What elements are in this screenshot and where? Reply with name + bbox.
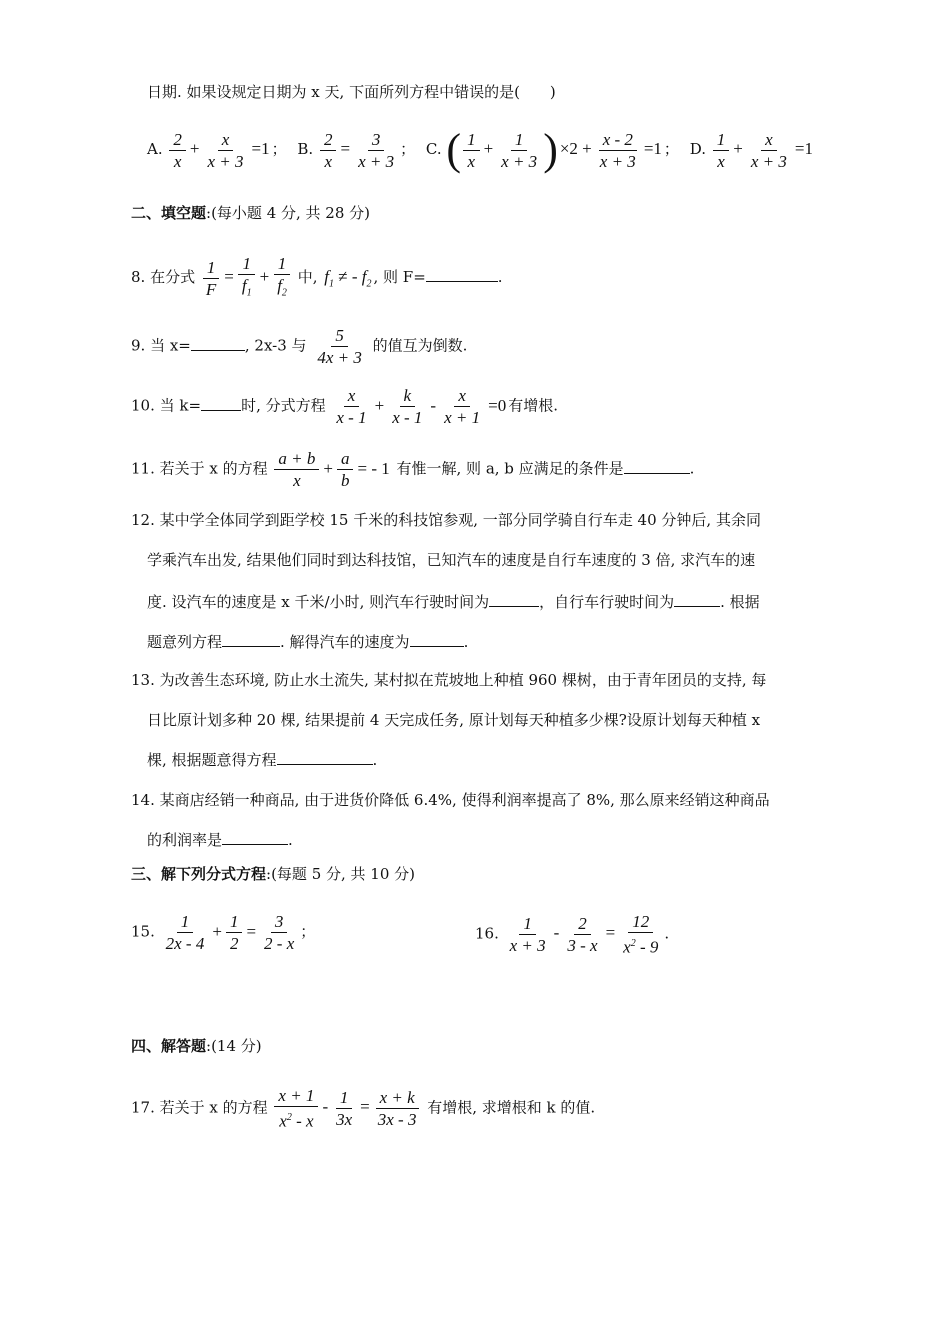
fraction: $\frac{1}{2x - 4}$: [165, 912, 205, 953]
option-c-label: C.: [425, 140, 442, 158]
fraction: $\frac{1}{f_1}$: [238, 253, 256, 303]
q7-option-b[interactable]: B. $\frac{2}{x}$ = $\frac{3}{x + 3}$ ；: [297, 129, 416, 171]
answer-blank[interactable]: [426, 267, 498, 282]
answer-blank[interactable]: [201, 396, 241, 411]
question-14-line-2: 的利润率是 .: [147, 831, 293, 849]
fraction: $\frac{2}{3 - x}$: [567, 913, 598, 955]
question-9: 9. 当 x= , 2x-3 与 $\frac{5}{4x + 3}$ 的值互为倒数.: [131, 326, 468, 367]
fraction: $\frac{k}{x - 1}$: [392, 386, 423, 427]
q7-options-row: [147, 125, 815, 174]
fraction: $\frac{12}{x^2 - 9}$: [623, 912, 659, 957]
fraction: $\frac{1}{f_2}$: [273, 253, 291, 303]
answer-blank[interactable]: [222, 830, 288, 845]
option-d-label: D.: [689, 140, 706, 158]
answer-blank[interactable]: [674, 592, 720, 607]
question-12-line-1: 12. 某中学全体同学到距学校 15 千米的科技馆参观, 一部分同学骑自行车走 40 分钟后, 其余同: [131, 511, 761, 529]
question-16: 16. $\frac{1}{x + 3}$ - $\frac{2}{3 - x}$ = $\frac{12}{x^2 - 9}$ .: [475, 912, 670, 957]
answer-blank[interactable]: [410, 632, 464, 647]
question-11: 11. 若关于 x 的方程 $\frac{a + b}{x}$ + $\frac{a}{b}$ = - 1 有惟一解, 则 a, b 应满足的条件是 .: [131, 449, 695, 490]
section-title: 四、解答题: [131, 1037, 207, 1055]
fraction: $\frac{x}{x + 3}$: [207, 129, 244, 171]
fraction: $\frac{3}{x + 3}$: [358, 129, 395, 171]
section-title: 三、解下列分式方程: [131, 865, 267, 883]
section-2-heading: [131, 203, 370, 223]
fraction: $\frac{1}{x + 3}$: [501, 129, 538, 171]
fraction: $\frac{1}{x + 3}$: [509, 913, 546, 955]
question-17: 17. 若关于 x 的方程 $\frac{x + 1}{x^2 - x}$ - $\frac{1}{3x}$ = $\frac{x + k}{3x - 3}$ 有增根, 求增根和 k 的值.: [131, 1086, 596, 1131]
fraction: $\frac{1}{3x}$: [336, 1087, 353, 1129]
answer-blank[interactable]: [222, 632, 280, 647]
question-13-line-1: 13. 为改善生态环境, 防止水土流失, 某村拟在荒坡地上种植 960 棵树，由于青年团员的支持, 每: [131, 671, 767, 689]
section-note: :(14 分): [206, 1037, 262, 1055]
q7-option-d[interactable]: D. $\frac{1}{x}$ + $\frac{x}{x + 3}$ =1: [689, 129, 813, 171]
section-4-heading: [131, 1036, 262, 1056]
section-note: :(每小题 4 分, 共 28 分): [206, 204, 371, 222]
fraction: $\frac{1}{F}$: [202, 257, 220, 300]
fraction: $\frac{3}{2 - x}$: [264, 912, 295, 953]
question-13-line-2: 日比原计划多种 20 棵, 结果提前 4 天完成任务, 原计划每天种植多少棵?设原计划每天种植 x: [147, 711, 761, 729]
q7-option-a[interactable]: A. $\frac{2}{x}$ + $\frac{x}{x + 3}$ =1 ；: [147, 129, 287, 171]
fraction: $\frac{5}{4x + 3}$: [317, 326, 362, 367]
question-8: 8. 在分式 $\frac{1}{F}$ = $\frac{1}{f_1}$ + $\frac{1}{f_2}$ 中, $f_1$ ≠ - $f_2$ , 则 F= .: [131, 253, 503, 303]
section-3-heading: [131, 864, 415, 884]
fraction: $\frac{a + b}{x}$: [274, 448, 319, 491]
question-13-line-3: 棵, 根据题意得方程 .: [147, 751, 378, 769]
answer-blank[interactable]: [624, 459, 690, 474]
fraction: $\frac{a}{b}$: [337, 448, 354, 491]
q7-stem-tail: 日期. 如果设规定日期为 x 天, 下面所列方程中错误的是( ): [147, 83, 556, 101]
fraction: $\frac{2}{x}$: [169, 129, 186, 172]
fraction: $\frac{x + 1}{x^2 - x}$: [274, 1085, 318, 1132]
section-note: :(每题 5 分, 共 10 分): [266, 865, 416, 883]
question-15: 15. $\frac{1}{2x - 4}$ + $\frac{1}{2}$ = $\frac{3}{2 - x}$ ；: [131, 912, 316, 953]
option-a-label: A.: [147, 140, 163, 158]
fraction: $\frac{x}{x + 1}$: [444, 386, 481, 427]
answer-blank[interactable]: [191, 336, 245, 351]
fraction: $\frac{x + k}{3x - 3}$: [374, 1087, 421, 1130]
fraction: $\frac{1}{x}$: [463, 129, 480, 172]
fraction: $\frac{1}{x}$: [713, 129, 730, 172]
question-10: 10. 当 k= 时, 分式方程 $\frac{x}{x - 1}$ + $\frac{k}{x - 1}$ - $\frac{x}{x + 1}$ =0 有增根.: [131, 386, 558, 427]
answer-blank[interactable]: [489, 592, 539, 607]
q7-option-c[interactable]: C. ( $\frac{1}{x}$ + $\frac{1}{x + 3}$ ) ×2 + $\frac{x - 2}{x + 3}$ =1 ；: [425, 125, 679, 174]
fraction: $\frac{x}{x - 1}$: [336, 386, 367, 427]
fraction: $\frac{2}{x}$: [320, 129, 337, 172]
fraction: $\frac{x}{x + 3}$: [750, 129, 787, 171]
question-14-line-1: 14. 某商店经销一种商品, 由于进货价降低 6.4%, 使得利润率提高了 8%, 那么原来经销这种商品: [131, 791, 770, 809]
question-12-line-3: 度. 设汽车的速度是 x 千米/小时, 则汽车行驶时间为 ，自行车行驶时间为 . 根据: [147, 593, 760, 611]
fraction: $\frac{1}{2}$: [226, 911, 243, 954]
fraction: $\frac{x - 2}{x + 3}$: [599, 129, 636, 171]
section-title: 二、填空题: [131, 204, 207, 222]
question-12-line-4: 题意列方程 . 解得汽车的速度为 .: [147, 633, 469, 651]
question-12-line-2: 学乘汽车出发, 结果他们同时到达科技馆，已知汽车的速度是自行车速度的 3 倍, 求汽车的速: [147, 551, 756, 569]
option-b-label: B.: [297, 140, 314, 158]
answer-blank[interactable]: [277, 750, 373, 765]
